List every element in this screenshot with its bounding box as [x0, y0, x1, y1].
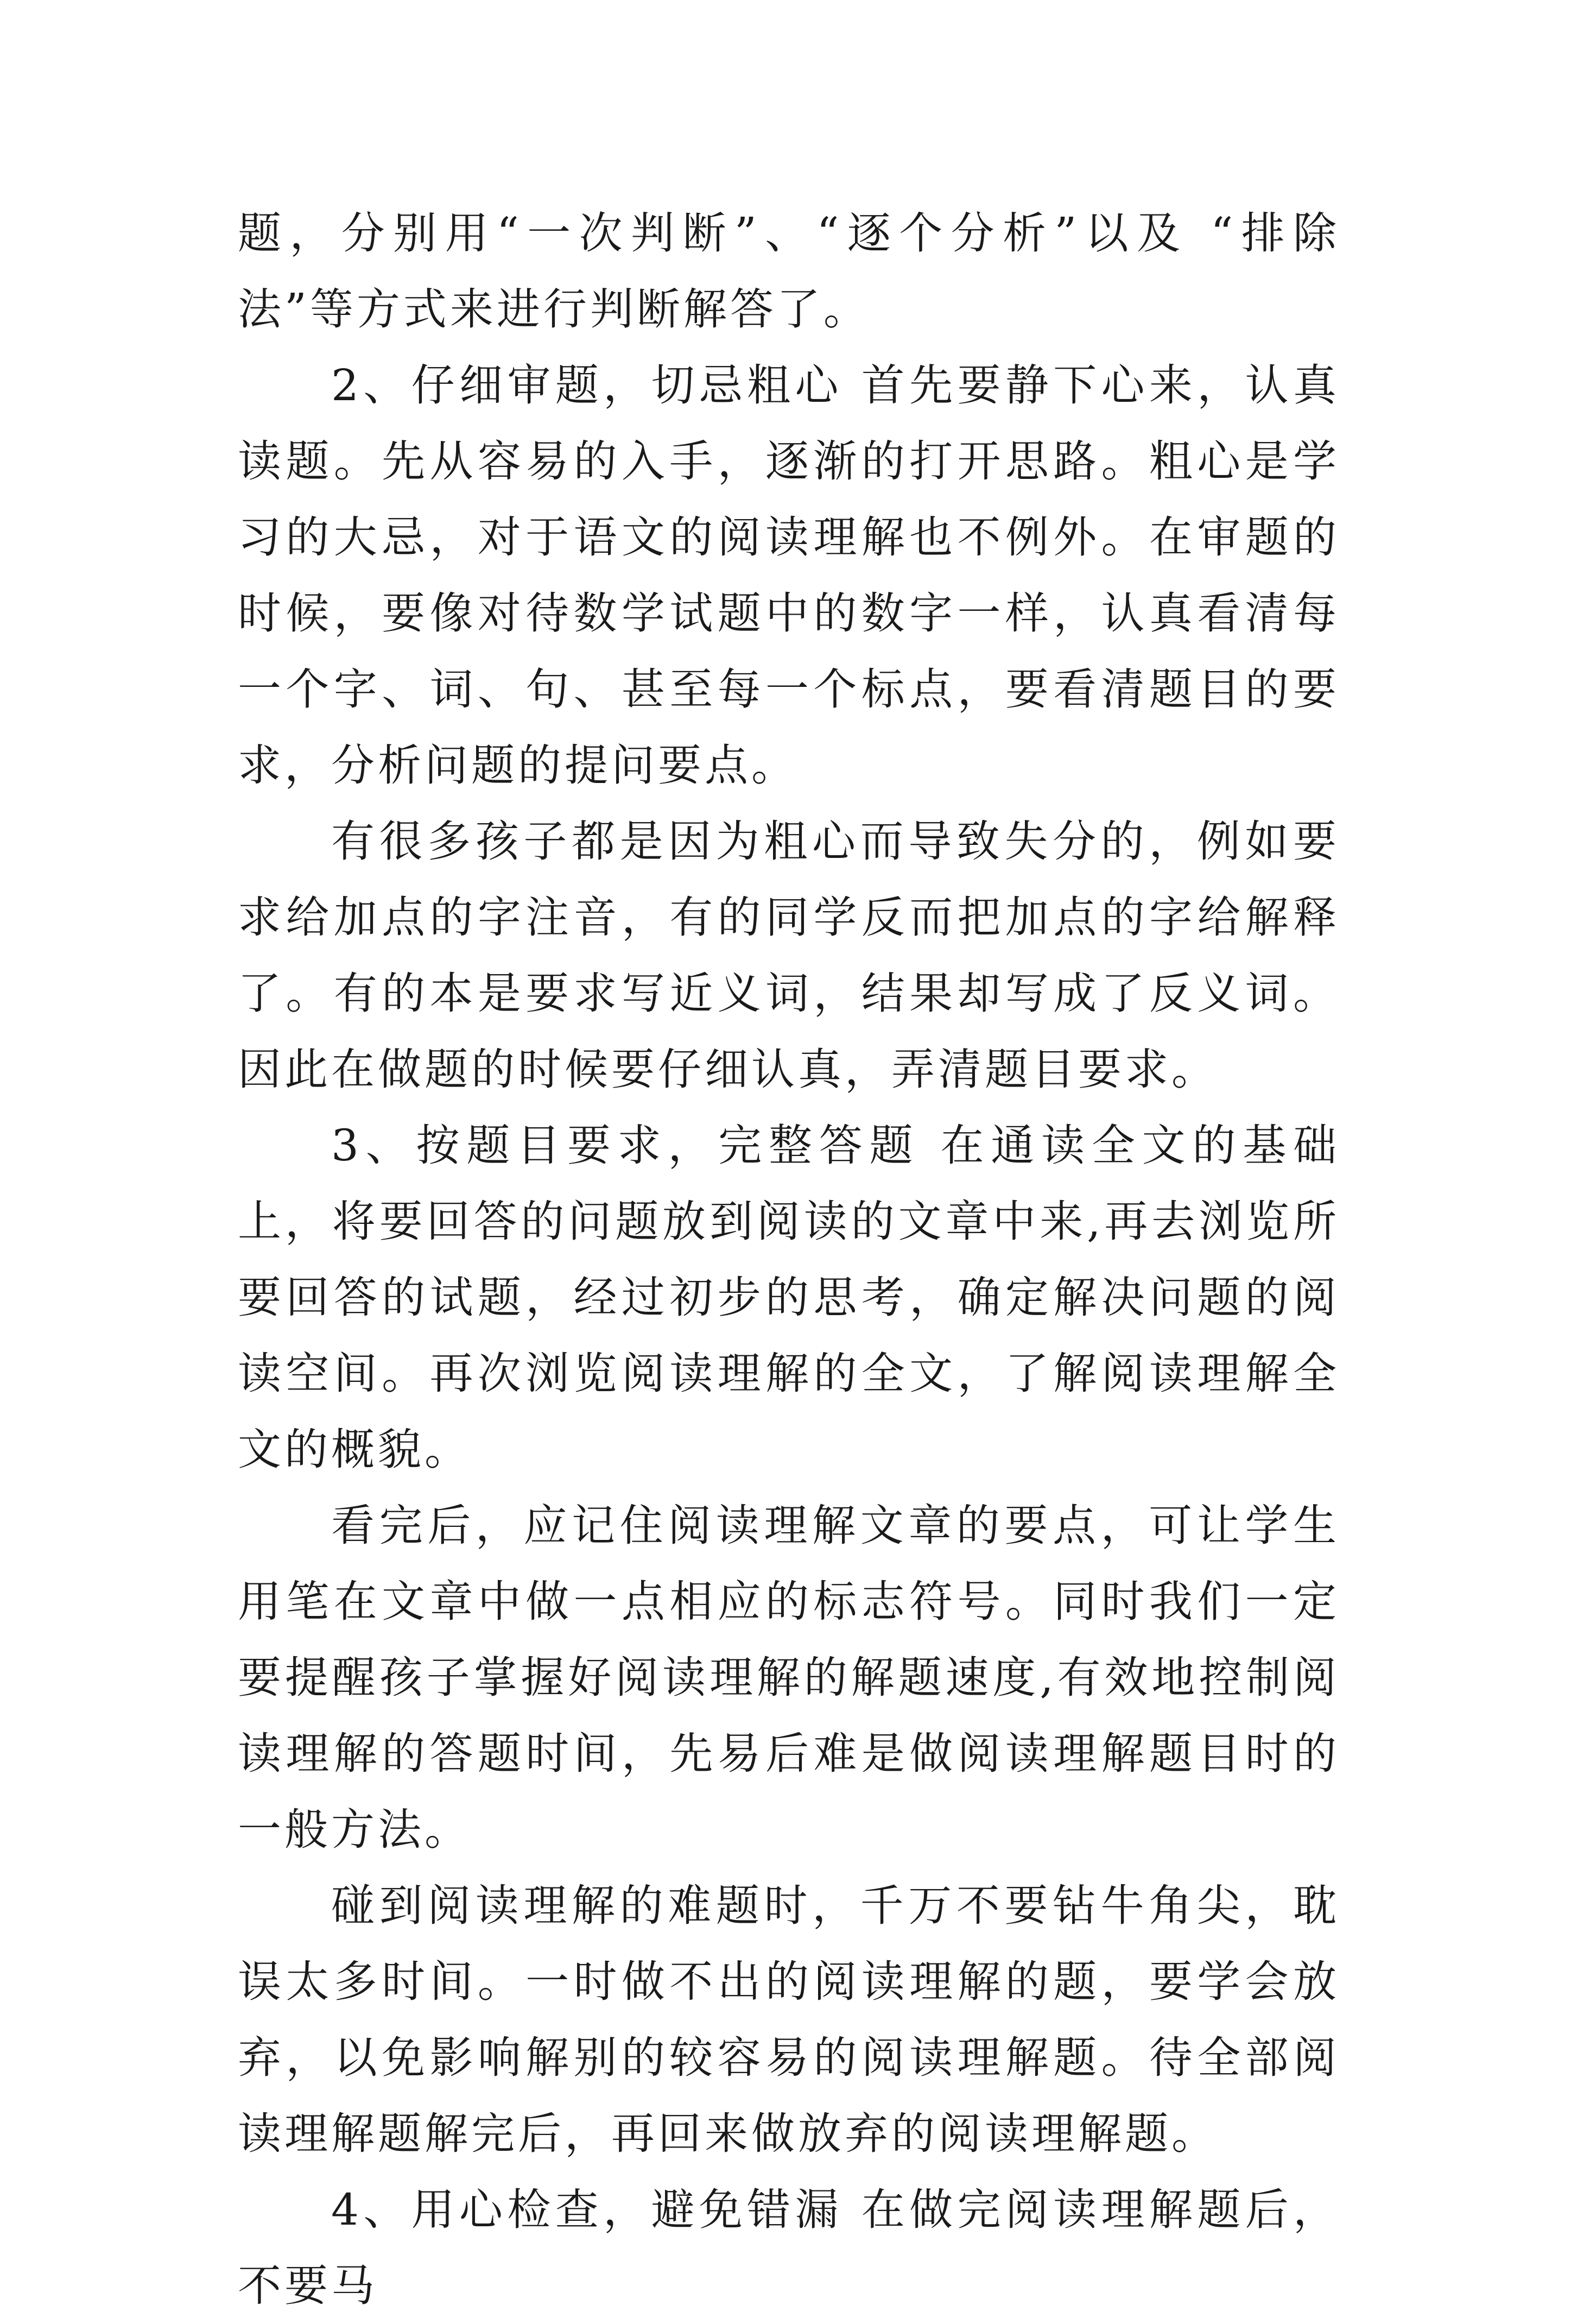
paragraph-careful-reading: 2、仔细审题，切忌粗心 首先要静下心来，认真读题。先从容易的入手，逐渐的打开思路。粗心是学习的大忌，对于语文的阅读理解也不例外。在审题的时候，要像对待数学试题中的数字一样，认真看清每一个字、词、句、甚至每一个标点，要看清题目的要求，分析问题的提问要点。: [238, 360, 1340, 791]
paragraph-complete-answer: 3、按题目要求，完整答题 在通读全文的基础上，将要回答的问题放到阅读的文章中来,再去浏览所要回答的试题，经过初步的思考，确定解决问题的阅读空间。再次浏览阅读理解的全文，了解阅读理解全文的概貌。: [238, 1120, 1340, 1475]
paragraph-difficult-questions: 碰到阅读理解的难题时，千万不要钻牛角尖，耽误太多时间。一时做不出的阅读理解的题，要学会放弃，以免影响解别的较容易的阅读理解题。待全部阅读理解题解完后，再回来做放弃的阅读理解题。: [238, 1880, 1340, 2159]
paragraph-continued: 题，分别用“一次判断”、“逐个分析”以及 “排除法”等方式来进行判断解答了。: [238, 208, 1340, 334]
body-text: [238, 195, 1340, 2324]
paragraph-key-points: 看完后，应记住阅读理解文章的要点，可让学生用笔在文章中做一点相应的标志符号。同时我们一定要提醒孩子掌握好阅读理解的解题速度,有效地控制阅读理解的答题时间，先易后难是做阅读理解题目时的一般方法。: [238, 1500, 1340, 1855]
paragraph-checking: 4、用心检查，避免错漏 在做完阅读理解题后，不要马: [238, 2184, 1340, 2311]
paragraph-carelessness: 有很多孩子都是因为粗心而导致失分的，例如要求给加点的字注音，有的同学反而把加点的字给解释了。有的本是要求写近义词，结果却写成了反义词。因此在做题的时候要仔细认真，弄清题目要求。: [238, 816, 1340, 1095]
